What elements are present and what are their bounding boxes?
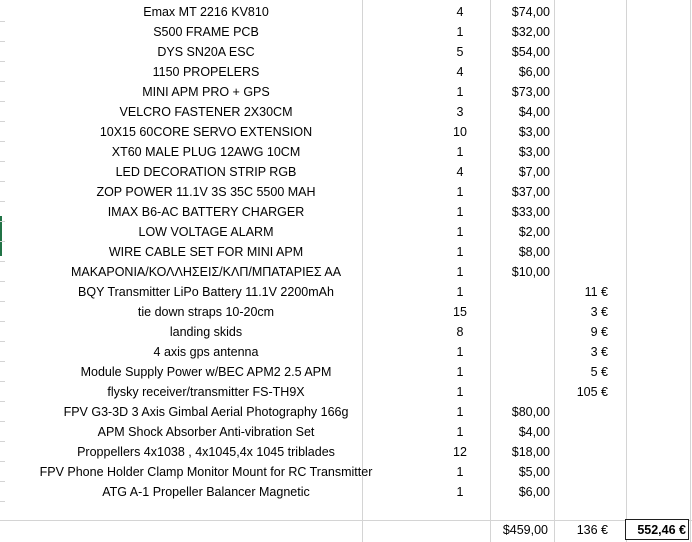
table-row — [0, 362, 692, 382]
price-usd-cell[interactable] — [496, 322, 550, 342]
table-row — [0, 342, 692, 362]
price-eur-cell[interactable]: 3 € — [590, 305, 608, 319]
price-usd-cell[interactable]: $80,00 — [511, 405, 550, 419]
quantity-cell[interactable]: 1 — [456, 285, 464, 299]
item-name-cell[interactable]: ZOP POWER 11.1V 3S 35C 5500 MAH — [96, 185, 316, 199]
table-row — [0, 442, 692, 462]
price-usd-cell[interactable] — [496, 362, 550, 382]
price-eur-cell[interactable] — [556, 402, 608, 422]
price-eur-cell[interactable]: 11 € — [584, 285, 608, 299]
quantity-cell[interactable]: 15 — [453, 305, 467, 319]
price-usd-cell[interactable]: $74,00 — [511, 5, 550, 19]
quantity-cell[interactable]: 1 — [456, 225, 464, 239]
item-name-cell[interactable]: VELCRO FASTENER 2X30CM — [119, 105, 293, 119]
quantity-cell[interactable]: 10 — [453, 125, 467, 139]
price-eur-cell[interactable] — [556, 182, 608, 202]
table-row — [0, 402, 692, 422]
price-eur-cell[interactable] — [556, 82, 608, 102]
item-name-cell[interactable]: IMAX B6-AC BATTERY CHARGER — [107, 205, 305, 219]
quantity-cell[interactable]: 1 — [456, 85, 464, 99]
item-name-cell[interactable]: 4 axis gps antenna — [153, 345, 259, 359]
price-eur-cell[interactable]: 9 € — [590, 325, 608, 339]
price-usd-cell[interactable]: $37,00 — [511, 185, 550, 199]
table-row — [0, 482, 692, 502]
price-usd-cell[interactable]: $32,00 — [511, 25, 550, 39]
quantity-cell[interactable]: 1 — [456, 145, 464, 159]
item-name-cell[interactable]: 10X15 60CORE SERVO EXTENSION — [99, 125, 313, 139]
item-name-cell[interactable]: Module Supply Power w/BEC APM2 2.5 APM — [80, 365, 332, 379]
price-eur-cell[interactable] — [556, 2, 608, 22]
table-row — [0, 262, 692, 282]
quantity-cell[interactable]: 8 — [456, 325, 464, 339]
table-row — [0, 142, 692, 162]
item-name-cell[interactable]: FPV G3-3D 3 Axis Gimbal Aerial Photography 166g — [63, 405, 349, 419]
grand-total-value: 552,46 € — [637, 523, 686, 537]
quantity-cell[interactable]: 4 — [456, 165, 464, 179]
price-eur-cell[interactable] — [556, 262, 608, 282]
quantity-cell[interactable]: 4 — [456, 5, 464, 19]
item-name-cell[interactable]: Proppellers 4x1038 , 4x1045,4x 1045 triblades — [77, 445, 335, 459]
price-usd-cell[interactable]: $4,00 — [518, 105, 550, 119]
quantity-cell[interactable]: 4 — [456, 65, 464, 79]
item-name-cell[interactable]: WIRE CABLE SET FOR MINI APM — [108, 245, 304, 259]
price-usd-cell[interactable]: $3,00 — [518, 125, 550, 139]
quantity-cell[interactable]: 1 — [456, 485, 464, 499]
item-name-cell[interactable]: XT60 MALE PLUG 12AWG 10CM — [111, 145, 301, 159]
quantity-cell[interactable]: 1 — [456, 385, 464, 399]
table-row — [0, 222, 692, 242]
price-eur-cell[interactable] — [556, 62, 608, 82]
table-row — [0, 162, 692, 182]
item-name-cell[interactable]: DYS SN20A ESC — [157, 45, 255, 59]
price-eur-cell[interactable] — [556, 242, 608, 262]
total-eur-cell[interactable]: 136 € — [576, 523, 608, 537]
price-usd-cell[interactable] — [496, 382, 550, 402]
quantity-cell[interactable]: 1 — [456, 245, 464, 259]
quantity-cell[interactable]: 5 — [456, 45, 464, 59]
price-usd-cell[interactable]: $7,00 — [518, 165, 550, 179]
item-name-cell[interactable]: MINI APM PRO + GPS — [142, 85, 270, 99]
table-row — [0, 42, 692, 62]
item-name-cell[interactable]: APM Shock Absorber Anti-vibration Set — [97, 425, 315, 439]
price-eur-cell[interactable] — [556, 142, 608, 162]
quantity-cell[interactable]: 1 — [456, 345, 464, 359]
price-eur-cell[interactable] — [556, 22, 608, 42]
price-eur-cell[interactable] — [556, 122, 608, 142]
price-usd-cell[interactable]: $2,00 — [518, 225, 550, 239]
price-eur-cell[interactable] — [556, 442, 608, 462]
item-name-cell[interactable]: 1150 PROPELERS — [152, 65, 260, 79]
total-usd-cell[interactable]: $459,00 — [502, 523, 548, 537]
table-row — [0, 302, 692, 322]
price-eur-cell[interactable] — [556, 162, 608, 182]
item-name-cell[interactable]: S500 FRAME PCB — [153, 25, 259, 39]
price-usd-cell[interactable]: $54,00 — [511, 45, 550, 59]
price-eur-cell[interactable] — [556, 222, 608, 242]
price-eur-cell[interactable]: 105 € — [576, 385, 608, 399]
table-row — [0, 62, 692, 82]
price-eur-cell[interactable] — [556, 102, 608, 122]
table-row — [0, 322, 692, 342]
quantity-cell[interactable]: 1 — [456, 205, 464, 219]
price-eur-cell[interactable] — [556, 482, 608, 502]
quantity-cell[interactable]: 1 — [456, 425, 464, 439]
item-name-cell[interactable]: tie down straps 10-20cm — [137, 305, 275, 319]
quantity-cell[interactable]: 1 — [456, 405, 464, 419]
quantity-cell[interactable]: 3 — [456, 105, 464, 119]
table-row — [0, 282, 692, 302]
item-name-cell[interactable]: LED DECORATION STRIP RGB — [115, 165, 297, 179]
price-eur-cell[interactable] — [556, 42, 608, 62]
table-row — [0, 22, 692, 42]
table-row — [0, 202, 692, 222]
grand-total-row — [0, 520, 692, 540]
table-row — [0, 102, 692, 122]
table-row — [0, 2, 692, 22]
price-usd-cell[interactable]: $6,00 — [518, 65, 550, 79]
item-name-cell[interactable]: ΜΑΚΑΡΟΝΙΑ/ΚΟΛΛΗΣΕΙΣ/ΚΛΠ/ΜΠΑΤΑΡΙΕΣ ΑΑ — [70, 265, 342, 279]
price-eur-cell[interactable]: 3 € — [590, 345, 608, 359]
price-eur-cell[interactable] — [556, 422, 608, 442]
item-name-cell[interactable]: ATG A-1 Propeller Balancer Magnetic — [102, 485, 310, 499]
price-usd-cell[interactable] — [496, 282, 550, 302]
price-usd-cell[interactable]: $10,00 — [511, 265, 550, 279]
quantity-cell[interactable]: 1 — [456, 365, 464, 379]
table-row — [0, 242, 692, 262]
quantity-cell[interactable]: 1 — [456, 265, 464, 279]
table-row — [0, 382, 692, 402]
table-row — [0, 182, 692, 202]
price-usd-cell[interactable]: $6,00 — [518, 485, 550, 499]
price-eur-cell[interactable] — [556, 202, 608, 222]
price-usd-cell[interactable] — [496, 342, 550, 362]
quantity-cell[interactable]: 12 — [453, 445, 467, 459]
price-usd-cell[interactable] — [496, 302, 550, 322]
item-name-cell[interactable]: BQY Transmitter LiPo Battery 11.1V 2200mAh — [78, 285, 334, 299]
quantity-cell[interactable]: 1 — [456, 25, 464, 39]
table-row — [0, 122, 692, 142]
table-row — [0, 422, 692, 442]
price-usd-cell[interactable]: $18,00 — [511, 445, 550, 459]
price-usd-cell[interactable]: $5,00 — [518, 465, 550, 479]
price-usd-cell[interactable]: $3,00 — [518, 145, 550, 159]
item-name-cell[interactable]: flysky receiver/transmitter FS-TH9X — [107, 385, 305, 399]
item-name-cell[interactable]: landing skids — [169, 325, 243, 339]
price-eur-cell[interactable] — [556, 462, 608, 482]
table-row — [0, 462, 692, 482]
price-usd-cell[interactable]: $8,00 — [518, 245, 550, 259]
price-eur-cell[interactable]: 5 € — [590, 365, 608, 379]
item-name-cell[interactable]: FPV Phone Holder Clamp Monitor Mount for RC Transmitter — [39, 465, 373, 479]
price-usd-cell[interactable]: $33,00 — [511, 205, 550, 219]
quantity-cell[interactable]: 1 — [456, 185, 464, 199]
table-row — [0, 82, 692, 102]
item-name-cell[interactable]: LOW VOLTAGE ALARM — [138, 225, 274, 239]
price-usd-cell[interactable]: $73,00 — [511, 85, 550, 99]
item-name-cell[interactable]: Emax MT 2216 KV810 — [143, 5, 269, 19]
price-usd-cell[interactable]: $4,00 — [518, 425, 550, 439]
quantity-cell[interactable]: 1 — [456, 465, 464, 479]
